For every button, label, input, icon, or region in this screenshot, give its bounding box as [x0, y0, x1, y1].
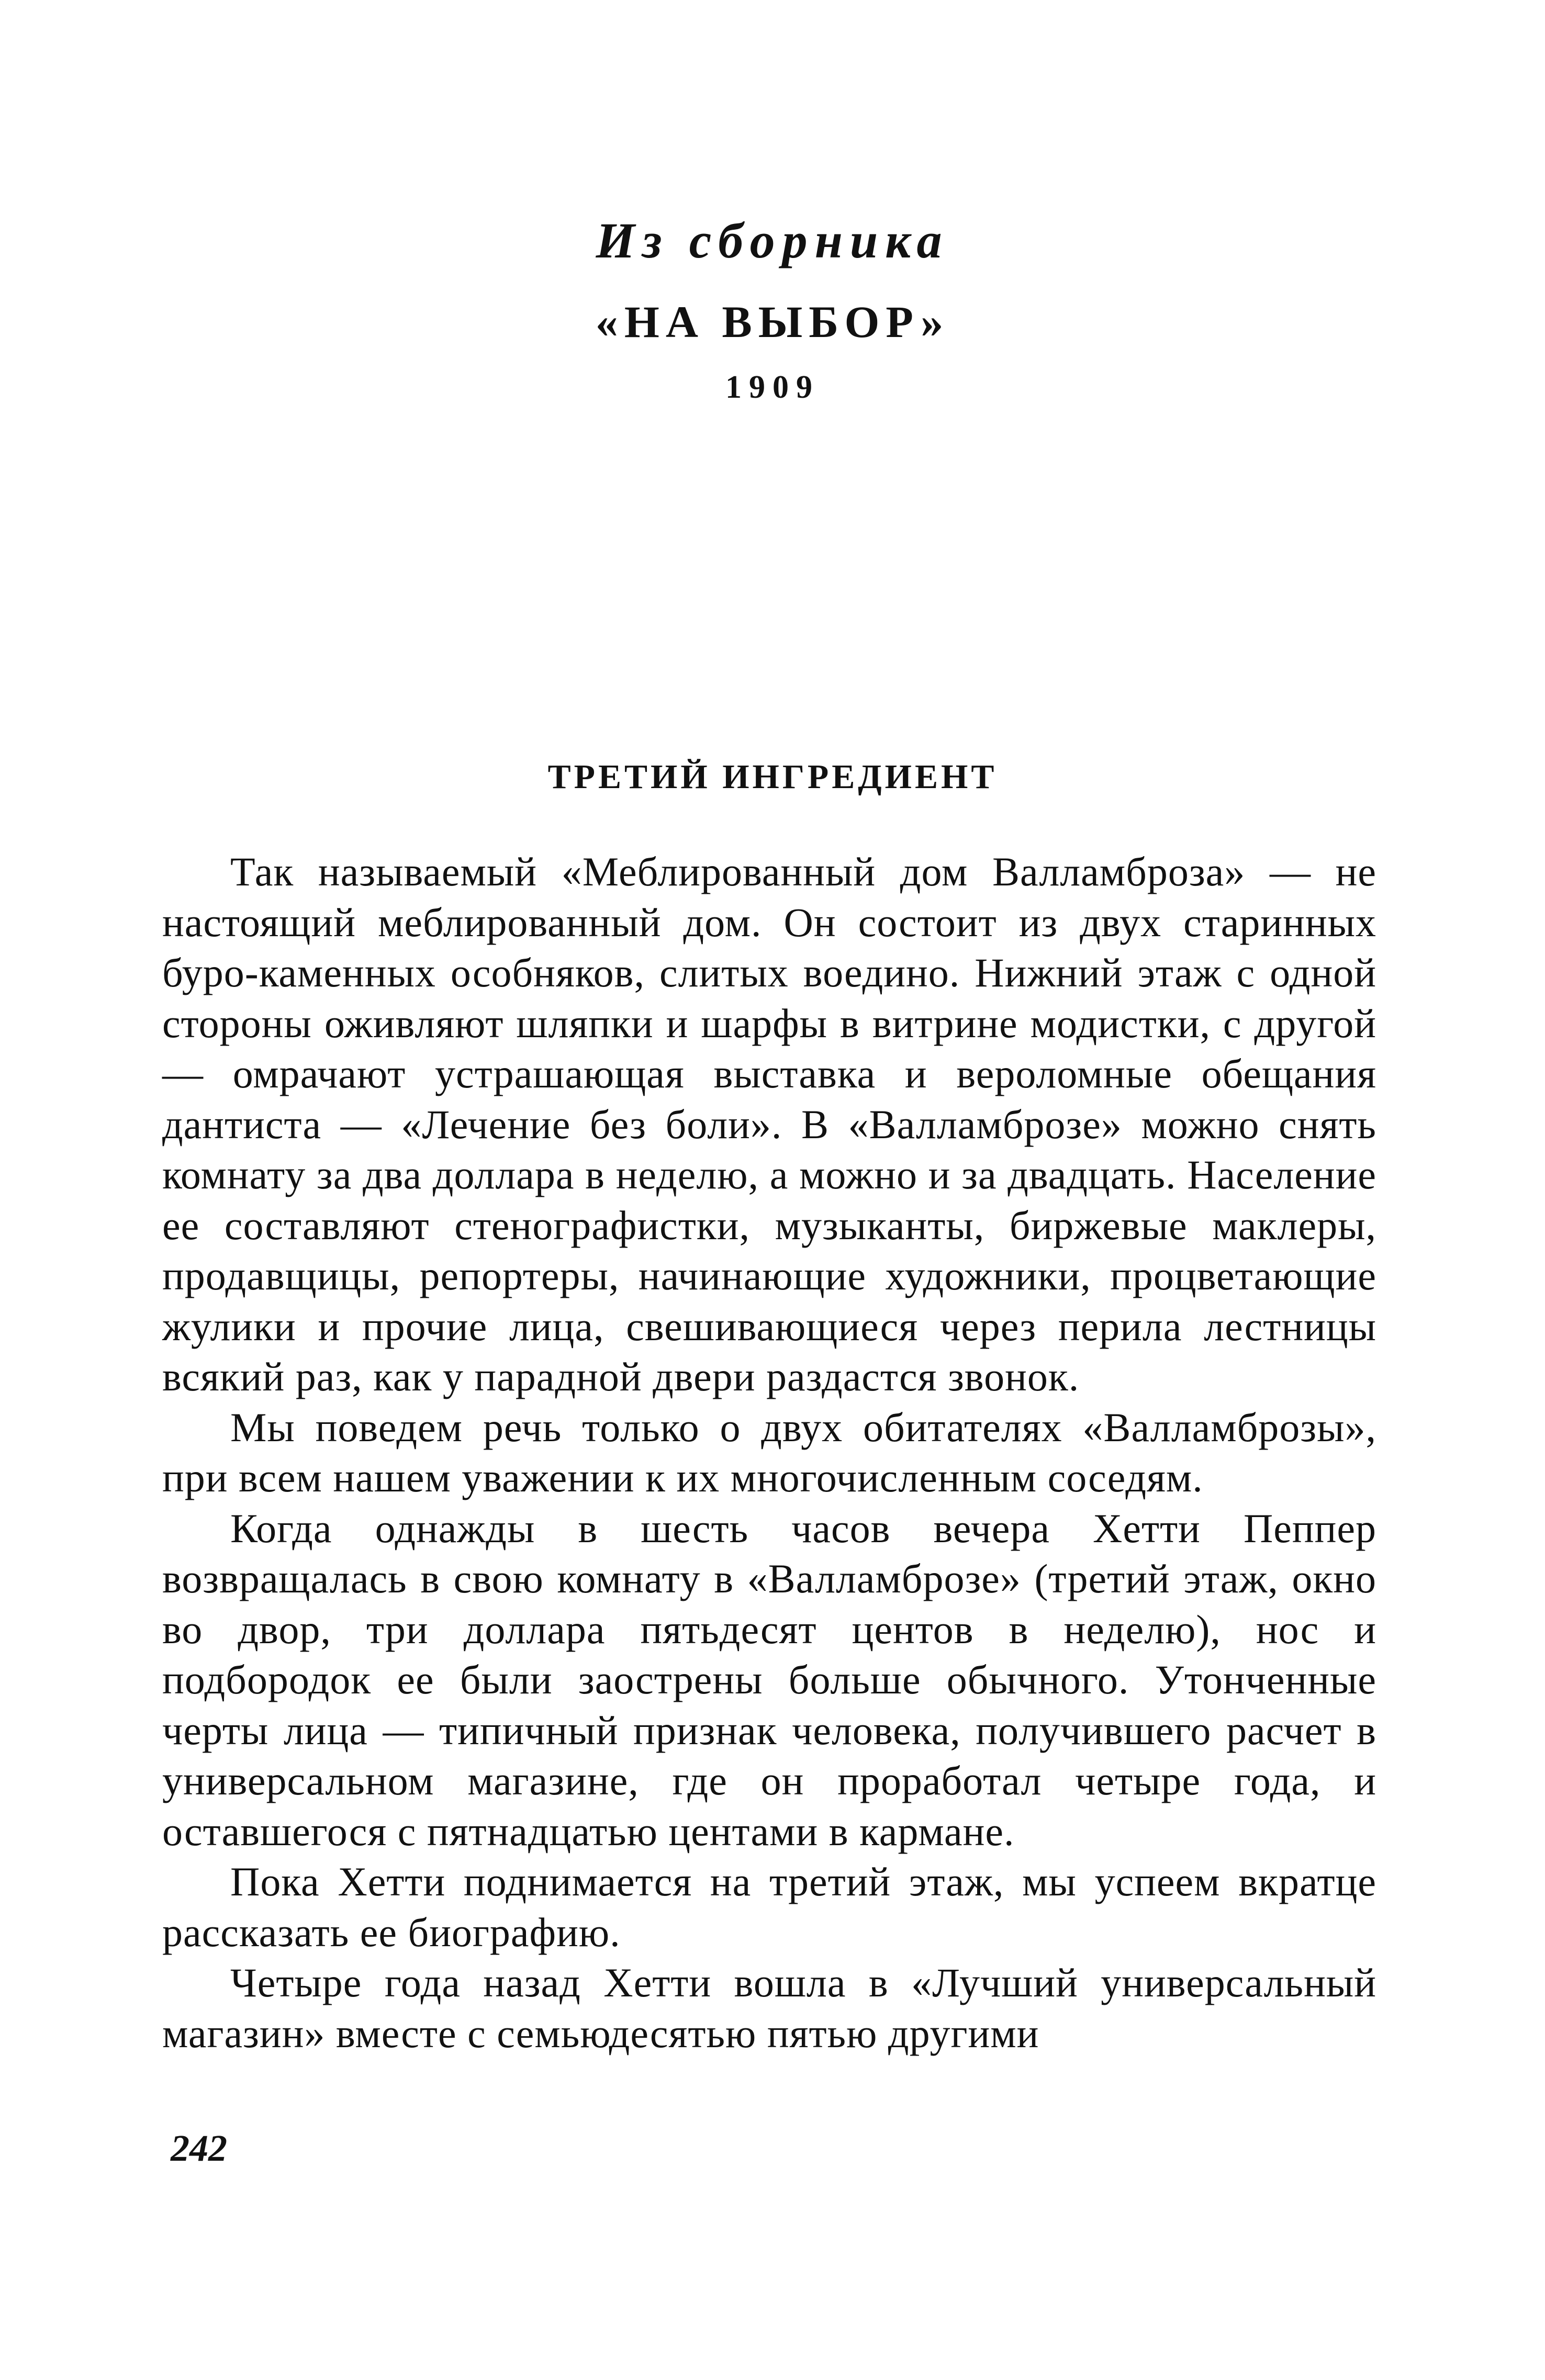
story-title: ТРЕТИЙ ИНГРЕДИЕНТ	[547, 758, 998, 796]
paragraph: Мы поведем речь только о двух обитателях «Валламброзы», при всем нашем уважении к их многочисленным соседям.	[162, 1404, 1376, 1500]
paragraph: Так называемый «Меблированный дом Валламброза» — не настоящий меблированный дом. Он состоит из двух старинных буро-каменных особняков, слитых воедино. Нижний этаж с одной стороны оживляют шляпки и шарфы в витрине модистки, с другой — омрачают устрашающая выставка и вероломные обещания дантиста — «Лечение без боли». В «Валламброзе» можно снять комнату за два доллара в неделю, а можно и за двадцать. Население ее составляют стенографистки, музыканты, биржевые маклеры, продавщицы, репортеры, начинающие художники, процветающие жулики и прочие лица, свешивающиеся через перила лестницы всякий раз, как у парадной двери раздастся звонок.	[162, 849, 1376, 1399]
paragraph: Пока Хетти поднимается на третий этаж, мы успеем вкратце рассказать ее биографию.	[162, 1859, 1376, 1955]
paragraph: Четыре года назад Хетти вошла в «Лучший универсальный магазин» вместе с семьюдесятью пятью другими	[162, 1960, 1376, 2056]
collection-name: «НА ВЫБОР»	[595, 297, 950, 347]
paragraph: Когда однажды в шесть часов вечера Хетти Пеппер возвращалась в свою комнату в «Валламброзе» (третий этаж, окно во двор, три доллара пятьдесят центов в неделю), нос и подбородок ее были заострены больше обычного. Утонченные черты лица — типичный признак человека, получившего расчет в универсальном магазине, где он проработал четыре года, и оставшегося с пятнадцатью центами в кармане.	[162, 1505, 1376, 1854]
collection-year: 1909	[725, 369, 820, 405]
story-body	[162, 847, 1376, 2059]
collection-title: Из сборника	[596, 212, 949, 268]
page-number: 242	[171, 2127, 227, 2169]
